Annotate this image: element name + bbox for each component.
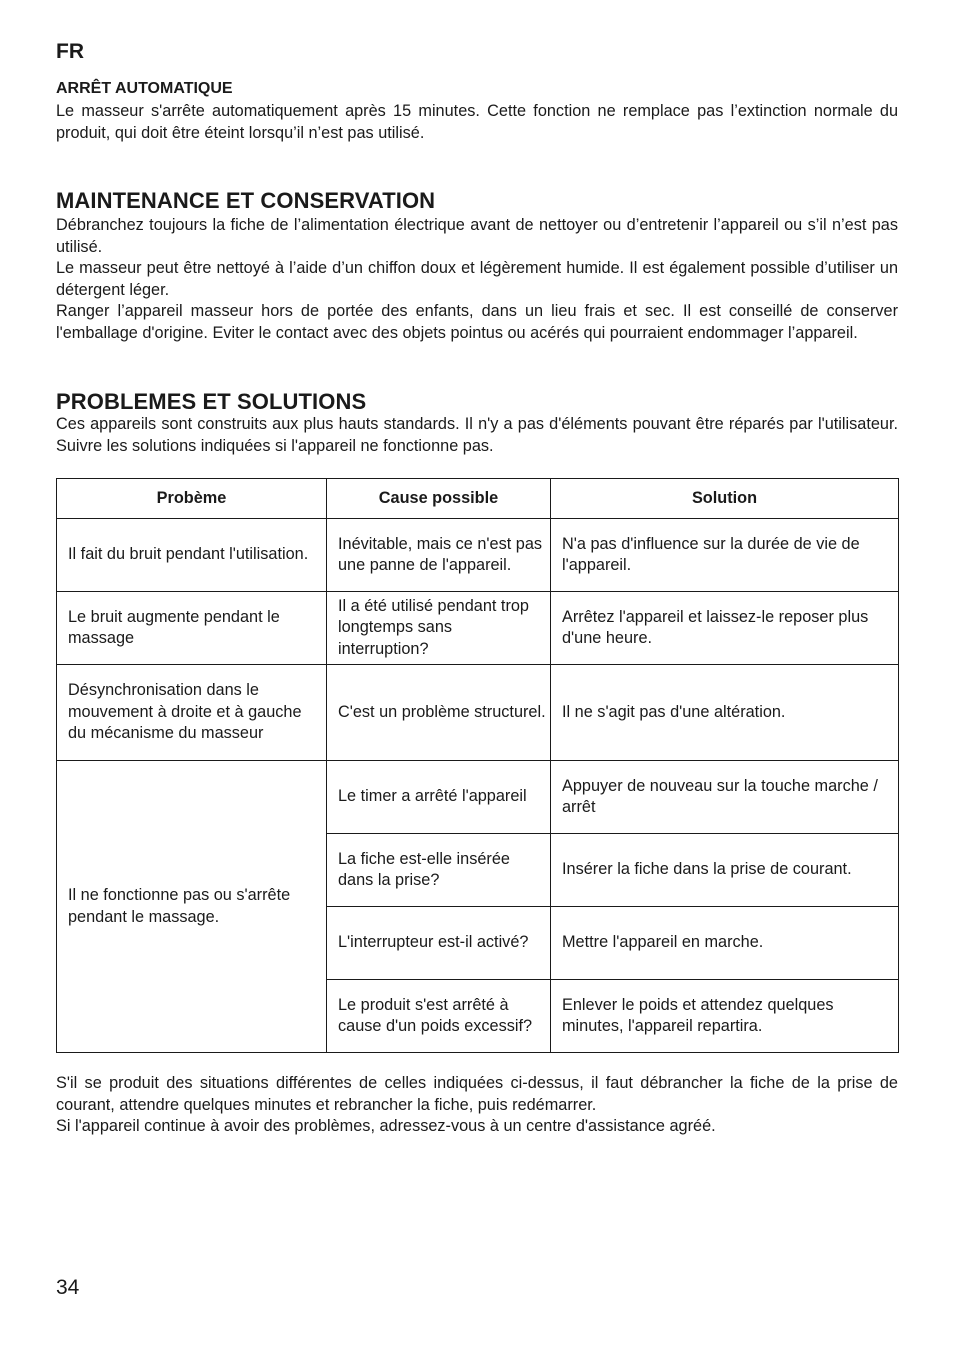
solution-cell: N'a pas d'influence sur la durée de vie de l'appareil. [551,519,899,592]
maintenance-paragraph: Le masseur peut être nettoyé à l’aide d’un chiffon doux et légèrement humide. Il est également possible d’utiliser un détergent léger. [56,259,898,299]
cause-cell: Le timer a arrêté l'appareil [327,761,551,834]
solution-cell: Arrêtez l'appareil et laissez-le reposer plus d'une heure. [551,592,899,665]
solution-cell: Appuyer de nouveau sur la touche marche / arrêt [551,761,899,834]
header-problem: Probème [57,479,327,519]
table-row [57,592,899,665]
footer-paragraph: Si l'appareil continue à avoir des problèmes, adressez-vous à un centre d'assistance agréé. [56,1117,716,1135]
table-row [57,519,899,592]
table-row [57,761,899,834]
maintenance-heading: MAINTENANCE ET CONSERVATION [56,188,436,213]
problems-footer [56,1073,898,1138]
cause-cell: Il a été utilisé pendant trop longtemps sans interruption? [327,592,551,665]
maintenance-paragraph: Débranchez toujours la fiche de l’alimentation électrique avant de nettoyer ou d’entretenir l’appareil ou s’il n’est pas utilisé. [56,216,898,256]
cause-cell: La fiche est-elle insérée dans la prise? [327,834,551,907]
table-row [57,665,899,761]
footer-paragraph: S'il se produit des situations différentes de celles indiquées ci-dessus, il faut débrancher la fiche de la prise de courant, attendre quelques minutes et rebrancher la fiche, puis redémarrer. [56,1074,898,1114]
header-cause: Cause possible [327,479,551,519]
table-header-row [57,479,899,519]
solution-cell: Insérer la fiche dans la prise de courant. [551,834,899,907]
auto-stop-paragraph: Le masseur s'arrête automatiquement après 15 minutes. Cette fonction ne remplace pas l’extinction normale du produit, qui doit être éteint lorsqu’il n’est pas utilisé. [56,102,898,142]
auto-stop-text [56,101,898,144]
header-solution: Solution [551,479,899,519]
cause-cell: Inévitable, mais ce n'est pas une panne de l'appareil. [327,519,551,592]
problem-cell: Il ne fonctionne pas ou s'arrête pendant le massage. [57,761,327,1053]
problem-cell: Le bruit augmente pendant le massage [57,592,327,665]
cause-cell: L'interrupteur est-il activé? [327,907,551,980]
maintenance-text [56,215,898,344]
auto-stop-heading: ARRÊT AUTOMATIQUE [56,80,233,97]
solution-cell: Enlever le poids et attendez quelques minutes, l'appareil repartira. [551,980,899,1053]
cause-cell: Le produit s'est arrêté à cause d'un poids excessif? [327,980,551,1053]
language-code: FR [56,40,84,63]
problem-cell: Désynchronisation dans le mouvement à droite et à gauche du mécanisme du masseur [57,665,327,761]
page-number: 34 [56,1276,80,1299]
problems-intro-paragraph: Ces appareils sont construits aux plus hauts standards. Il n'y a pas d'éléments pouvant être réparés par l'utilisateur. Suivre les solutions indiquées si l'appareil ne fonctionne pas. [56,415,898,455]
maintenance-paragraph: Ranger l’appareil masseur hors de portée des enfants, dans un lieu frais et sec. Il est conseillé de conserver l'emballage d'origine. Eviter le contact avec des objets pointus ou acérés qui pourraient endommager l’appareil. [56,302,898,342]
solution-cell: Mettre l'appareil en marche. [551,907,899,980]
troubleshooting-table [56,478,899,1053]
cause-cell: C'est un problème structurel. [327,665,551,761]
problems-heading: PROBLEMES ET SOLUTIONS [56,389,367,414]
solution-cell: Il ne s'agit pas d'une altération. [551,665,899,761]
problem-cell: Il fait du bruit pendant l'utilisation. [57,519,327,592]
problems-intro [56,414,898,457]
